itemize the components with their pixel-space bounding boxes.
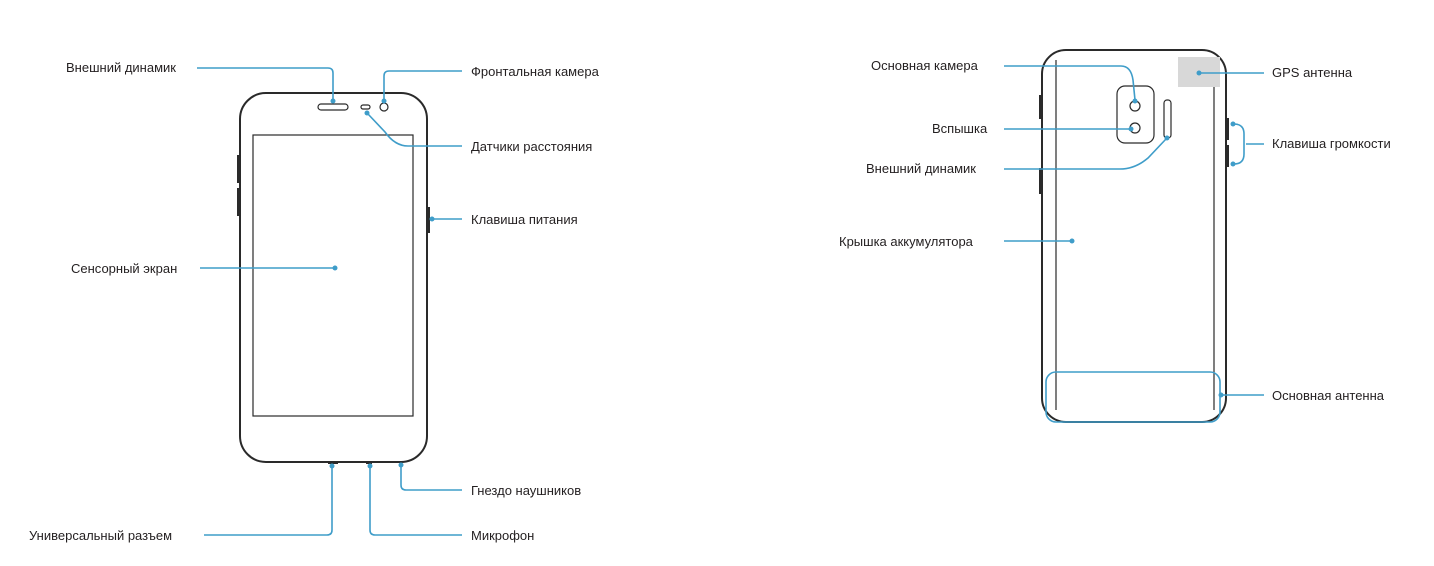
dot-back-volume-1 bbox=[1231, 122, 1236, 127]
front-left-key-2 bbox=[237, 188, 241, 216]
label-back-antenna: Основная антенна bbox=[1272, 388, 1385, 403]
lead-front-proximity bbox=[368, 114, 462, 146]
dot-front-jack bbox=[399, 463, 404, 468]
label-front-power: Клавиша питания bbox=[471, 212, 578, 227]
label-front-jack: Гнездо наушников bbox=[471, 483, 582, 498]
back-camera-module bbox=[1117, 86, 1154, 143]
dot-front-mic bbox=[368, 464, 373, 469]
dot-front-usb bbox=[330, 464, 335, 469]
dot-back-volume-2 bbox=[1231, 162, 1236, 167]
dot-back-camera bbox=[1133, 99, 1138, 104]
back-left-key-2 bbox=[1039, 168, 1043, 194]
label-back-flash: Вспышка bbox=[932, 121, 988, 136]
front-view bbox=[29, 60, 600, 543]
label-back-camera: Основная камера bbox=[871, 58, 978, 73]
dot-front-power bbox=[430, 217, 435, 222]
back-antenna-area bbox=[1046, 372, 1220, 422]
lead-front-camera bbox=[384, 71, 462, 101]
label-front-mic: Микрофон bbox=[471, 528, 535, 543]
back-speaker-grille bbox=[1164, 100, 1171, 138]
label-back-cover: Крышка аккумулятора bbox=[839, 234, 973, 249]
back-phone-body bbox=[1042, 50, 1226, 422]
dot-front-camera bbox=[382, 99, 387, 104]
lead-back-camera bbox=[1004, 66, 1135, 100]
back-volume-key-2 bbox=[1225, 145, 1229, 167]
front-power-key-shape bbox=[426, 207, 430, 233]
lead-front-jack bbox=[401, 466, 462, 490]
front-camera-shape bbox=[380, 103, 388, 111]
front-proximity-shape bbox=[361, 105, 370, 109]
dot-back-antenna bbox=[1219, 393, 1224, 398]
label-front-usb: Универсальный разъем bbox=[29, 528, 173, 543]
label-back-speaker: Внешний динамик bbox=[866, 161, 976, 176]
dot-front-screen bbox=[333, 266, 338, 271]
back-left-key-1 bbox=[1039, 95, 1043, 119]
dot-back-cover bbox=[1070, 239, 1075, 244]
dot-front-proximity bbox=[365, 111, 370, 116]
lead-back-volume bbox=[1234, 124, 1264, 164]
lead-front-speaker bbox=[197, 68, 333, 100]
dot-back-gps bbox=[1197, 71, 1202, 76]
dot-back-speaker bbox=[1165, 136, 1170, 141]
label-back-gps: GPS антенна bbox=[1272, 65, 1353, 80]
label-front-screen: Сенсорный экран bbox=[71, 261, 178, 276]
label-front-proximity: Датчики расстояния bbox=[471, 139, 593, 154]
front-earpiece-shape bbox=[318, 104, 348, 110]
front-left-key-1 bbox=[237, 155, 241, 183]
label-front-camera: Фронтальная камера bbox=[471, 64, 599, 79]
front-phone-body bbox=[240, 93, 427, 462]
dot-front-speaker bbox=[331, 99, 336, 104]
label-front-speaker: Внешний динамик bbox=[66, 60, 176, 75]
lead-front-mic bbox=[370, 467, 462, 535]
front-screen-outline bbox=[253, 135, 413, 416]
back-view bbox=[839, 50, 1391, 422]
label-back-volume: Клавиша громкости bbox=[1272, 136, 1391, 151]
back-volume-key-1 bbox=[1225, 118, 1229, 140]
front-usb-port-shape bbox=[328, 461, 338, 464]
front-mic-shape bbox=[366, 461, 372, 464]
lead-front-usb bbox=[204, 467, 332, 535]
dot-back-flash bbox=[1129, 127, 1134, 132]
